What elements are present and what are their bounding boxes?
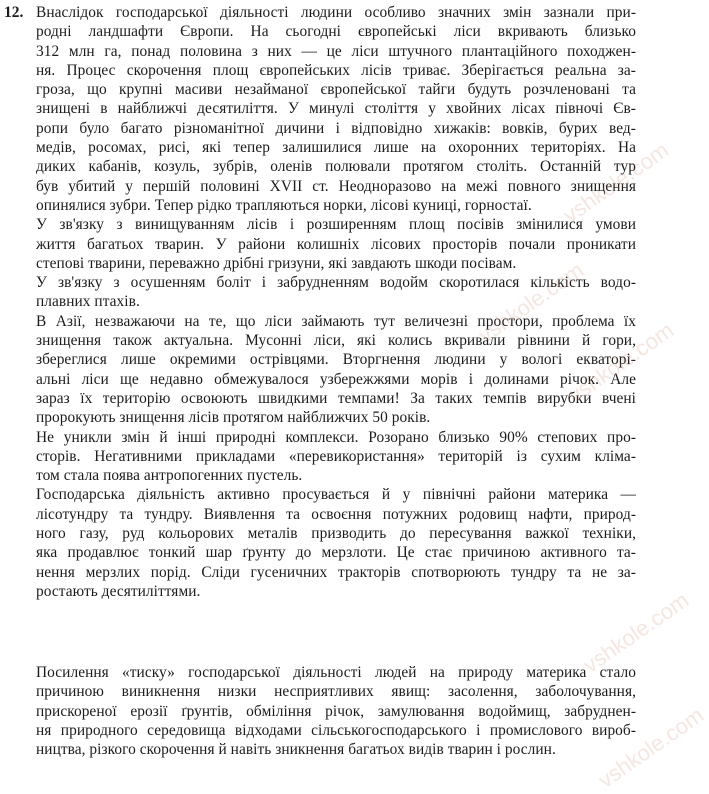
watermark: vshkole.com bbox=[578, 587, 694, 678]
watermark: vshkole.com bbox=[593, 702, 709, 793]
text-line: прискореної ерозії ґрунтів, обміління річок, замулювання водоймищ, забруднен- bbox=[36, 702, 636, 720]
text-line: Не уникли змін й інші природні комплекси. Розорано близько 90% степових про- bbox=[36, 428, 636, 446]
text-line: У зв'язку з винищуванням лісів і розширенням площ посівів змінилися умови bbox=[36, 216, 636, 234]
text-line: медів, росомах, рисі, які тепер залишилися лише на охоронних територіях. На bbox=[36, 139, 636, 157]
text-line: ростають десятиліттями. bbox=[36, 582, 201, 600]
text-line: причиною виникнення низки несприятливих явищ: засолення, заболочування, bbox=[36, 683, 636, 701]
text-line: том стала поява антропогенних пустель. bbox=[36, 467, 303, 485]
text-line: життя багатьох тварин. У райони колишніх лісових просторів почали проникати bbox=[36, 235, 636, 253]
text-line: знищення також актуальна. Мусонні ліси, які колись вкривали рівнини й гори, bbox=[36, 332, 636, 350]
text-line: ня природного середовища відходами сільськогосподарського і промислового вироб- bbox=[36, 721, 636, 739]
text-line: яка продавлює тонкий шар ґрунту до мерзлоти. Це стає причиною активного та- bbox=[36, 544, 636, 562]
text-line: був убитий у першій половині XVII ст. Неодноразово на межі повного знищення bbox=[36, 177, 636, 195]
text-line: збереглися лише окремими острівцями. Вторгнення людини у вологі екваторі- bbox=[36, 351, 636, 369]
watermark: vshkole.com bbox=[473, 257, 589, 348]
text-line: альні ліси ще недавно обмежувалося узбережжями морів і долинами річок. Але bbox=[36, 370, 636, 388]
text-line: 312 млн га, понад половина з них — це ліси штучного плантаційного походжен- bbox=[36, 42, 636, 60]
text-line: зараз їх територію освоюють швидкими темпами! За таких темпів вирубки вчені bbox=[36, 389, 636, 407]
text-line: ництва, різкого скорочення й навіть зникнення багатьох видів тварин і рослин. bbox=[36, 741, 556, 759]
summary-text bbox=[36, 663, 636, 759]
text-line: пророкують знищення лісів протягом найближчих 50 років. bbox=[36, 409, 431, 427]
text-line: Посилення «тиску» господарської діяльності людей на природу материка стало bbox=[36, 664, 636, 681]
text-line: нення мерзлих порід. Сліди гусеничних тракторів спотворюють тундру та не за- bbox=[36, 563, 636, 581]
text-line: плавних птахів. bbox=[36, 293, 140, 311]
watermark: vshkole.com bbox=[563, 317, 679, 408]
text-line: ного газу, руд кольорових металів призводить до пересування важкої техніки, bbox=[36, 525, 636, 543]
text-line: гроза, що крупні масиви незайманої європейської тайги будуть розчленовані та bbox=[36, 81, 636, 99]
text-line: Внаслідок господарської діяльності людини особливо значних змін зазнали при- bbox=[36, 4, 636, 21]
text-line: родні ландшафти Європи. На сьогодні європейські ліси вкривають близько bbox=[36, 23, 636, 41]
text-line: У зв'язку з осушенням боліт і забрудненням водойм скоротилася кількість водо- bbox=[36, 274, 636, 292]
text-line: знищені в найближчі десятиліття. У минулі століття у хвойних лісах півночі Єв- bbox=[36, 100, 636, 118]
text-line: опинялися зубри. Тепер рідко трапляються норки, лісові куниці, горностаї. bbox=[36, 196, 532, 214]
text-line: ня. Процес скорочення площ європейських лісів триває. Зберігається реальна за- bbox=[36, 61, 636, 79]
watermark: vshkole.com bbox=[558, 137, 674, 228]
text-line: Господарська діяльність активно просувається й у північні райони материка — bbox=[36, 486, 636, 504]
text-line: лісотундру та тундру. Виявлення та освоєння потужних родовищ нафти, природ- bbox=[36, 505, 636, 523]
text-line: диких кабанів, козуль, зубрів, оленів полювали протягом століть. Останній тур bbox=[36, 158, 636, 176]
text-line: ропи було багато різноманітної дичини і відповідно хижаків: вовків, бурих вед- bbox=[36, 119, 636, 137]
text-line: В Азії, незважаючи на те, що ліси займають тут величезні простори, проблема їх bbox=[36, 312, 636, 330]
text-line: степові тварини, переважно дрібні гризуни, які завдають шкоди посівам. bbox=[36, 254, 517, 272]
text-line: сторів. Негативними прикладами «перевикористання» територій із сухим кліма- bbox=[36, 447, 636, 465]
item-number: 12. bbox=[4, 4, 24, 21]
main-answer-text bbox=[36, 3, 636, 601]
